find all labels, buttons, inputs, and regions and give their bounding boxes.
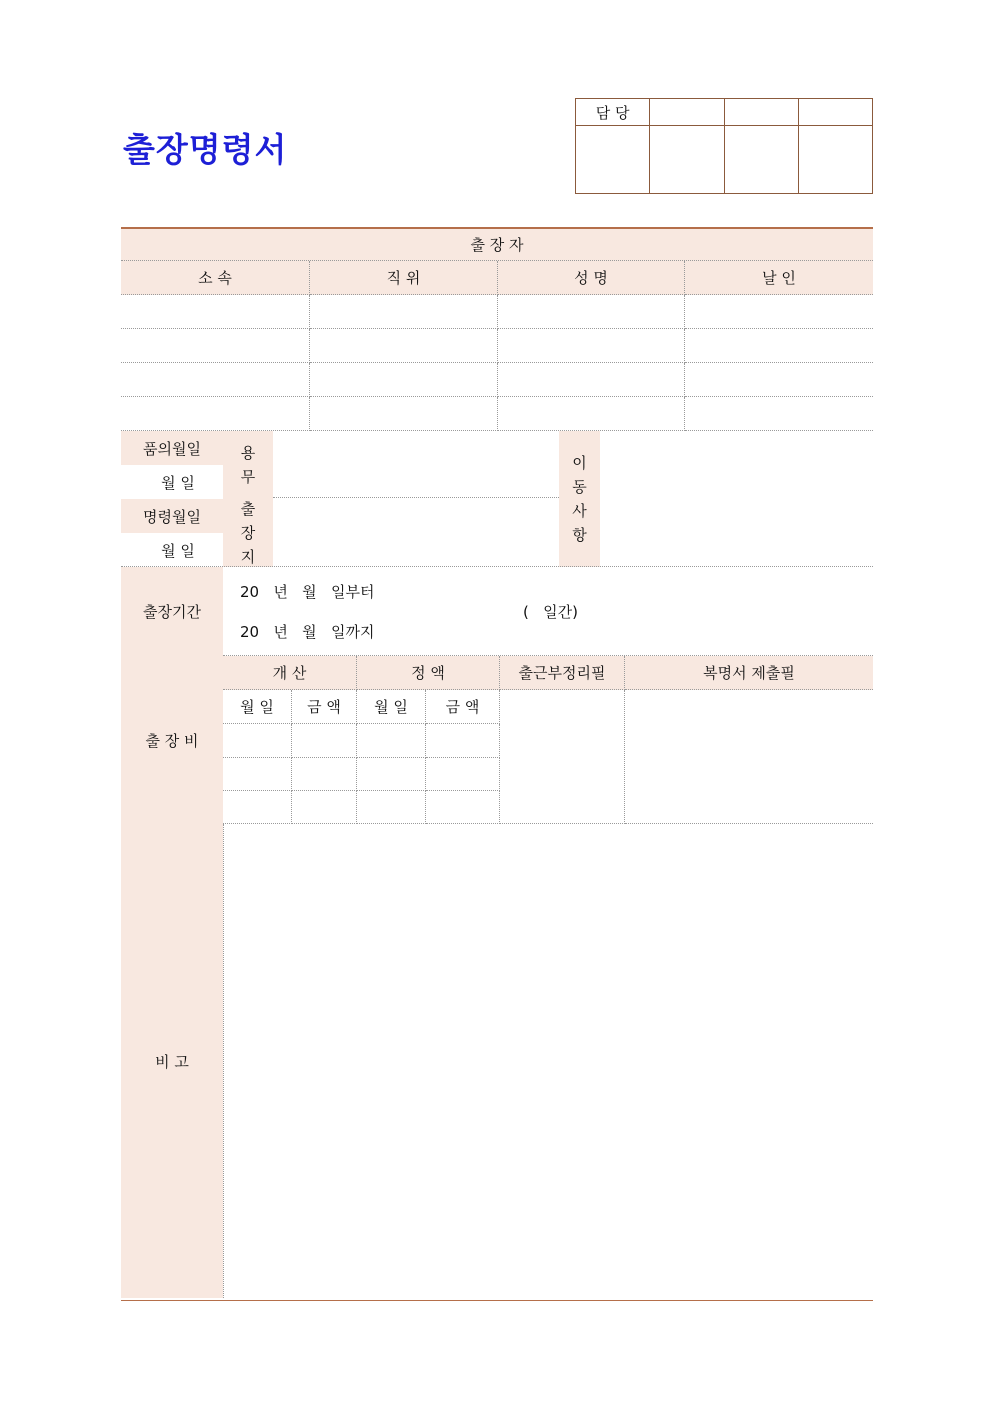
period-days: ( 일간) [523, 603, 578, 621]
approval-box [575, 98, 873, 194]
approval-label: 담 당 [576, 99, 650, 126]
traveler-affiliation-cell[interactable] [121, 329, 310, 363]
expense-cell[interactable] [223, 724, 292, 758]
order-date-label: 명령월일 [121, 499, 223, 533]
attendance-check-header: 출근부정리필 [500, 656, 625, 690]
expenses-label: 출 장 비 [121, 656, 223, 824]
travel-order-form [121, 227, 873, 1301]
traveler-position-cell[interactable] [310, 295, 498, 329]
changes-label [559, 431, 600, 567]
expense-cell[interactable] [223, 791, 292, 824]
traveler-name-cell[interactable] [498, 329, 685, 363]
expense-cell[interactable] [357, 758, 426, 791]
traveler-position-cell[interactable] [310, 329, 498, 363]
destination-label [223, 498, 273, 567]
approval-sign-cell[interactable] [798, 126, 872, 194]
changes-label-char: 동 [572, 478, 587, 496]
expense-subheader-date: 월 일 [357, 690, 426, 724]
traveler-position-cell[interactable] [310, 363, 498, 397]
approval-header-cell [650, 99, 724, 126]
expense-cell[interactable] [426, 758, 500, 791]
column-name: 성 명 [498, 261, 685, 295]
proposal-date-label: 품의월일 [121, 431, 223, 465]
purpose-label-char: 무 [240, 467, 256, 486]
approval-sign-cell[interactable] [650, 126, 724, 194]
report-submit-field[interactable] [625, 690, 873, 824]
expense-cell[interactable] [357, 724, 426, 758]
changes-field[interactable] [600, 431, 873, 567]
approval-header-cell [798, 99, 872, 126]
column-affiliation: 소 속 [121, 261, 310, 295]
destination-field[interactable] [273, 498, 559, 567]
remarks-label: 비 고 [121, 824, 223, 1298]
period-field[interactable] [223, 567, 873, 656]
expense-subheader-amount: 금 액 [292, 690, 357, 724]
expense-cell[interactable] [292, 724, 357, 758]
remarks-field[interactable] [223, 824, 873, 1298]
traveler-position-cell[interactable] [310, 397, 498, 431]
approval-sign-cell[interactable] [724, 126, 798, 194]
traveler-name-cell[interactable] [498, 363, 685, 397]
document-title: 출장명령서 [123, 130, 288, 169]
approval-header-cell [724, 99, 798, 126]
traveler-name-cell[interactable] [498, 295, 685, 329]
destination-label-char: 출 [240, 499, 256, 518]
traveler-seal-cell[interactable] [685, 329, 873, 363]
purpose-field[interactable] [273, 431, 559, 498]
traveler-name-cell[interactable] [498, 397, 685, 431]
expense-cell[interactable] [357, 791, 426, 824]
destination-label-char: 장 [240, 523, 256, 542]
changes-label-char: 사 [572, 502, 587, 520]
expense-cell[interactable] [426, 791, 500, 824]
purpose-label [223, 431, 273, 498]
traveler-affiliation-cell[interactable] [121, 295, 310, 329]
period-label: 출장기간 [121, 567, 223, 656]
expense-cell[interactable] [223, 758, 292, 791]
expense-cell[interactable] [426, 724, 500, 758]
changes-label-char: 이 [572, 454, 587, 472]
expense-cell[interactable] [292, 758, 357, 791]
traveler-seal-cell[interactable] [685, 295, 873, 329]
expense-subheader-date: 월 일 [223, 690, 292, 724]
changes-label-char: 항 [572, 526, 587, 544]
report-submit-header: 복명서 제출필 [625, 656, 873, 690]
expense-cell[interactable] [292, 791, 357, 824]
order-date-value[interactable]: 월 일 [161, 541, 195, 560]
expense-fixed-header: 정 액 [357, 656, 500, 690]
approval-sign-cell[interactable] [576, 126, 650, 194]
destination-label-char: 지 [240, 547, 256, 566]
attendance-check-field[interactable] [500, 690, 625, 824]
purpose-label-char: 용 [240, 443, 256, 462]
traveler-affiliation-cell[interactable] [121, 397, 310, 431]
period-from-line: 20 년 월 일부터 [240, 583, 375, 601]
traveler-seal-cell[interactable] [685, 397, 873, 431]
period-to-line: 20 년 월 일까지 [240, 623, 375, 641]
column-position: 직 위 [310, 261, 498, 295]
traveler-affiliation-cell[interactable] [121, 363, 310, 397]
expense-subheader-amount: 금 액 [426, 690, 500, 724]
column-seal: 날 인 [685, 261, 873, 295]
travelers-header: 출 장 자 [121, 229, 873, 261]
proposal-date-value[interactable]: 월 일 [161, 473, 195, 492]
expense-estimate-header: 개 산 [223, 656, 357, 690]
traveler-seal-cell[interactable] [685, 363, 873, 397]
